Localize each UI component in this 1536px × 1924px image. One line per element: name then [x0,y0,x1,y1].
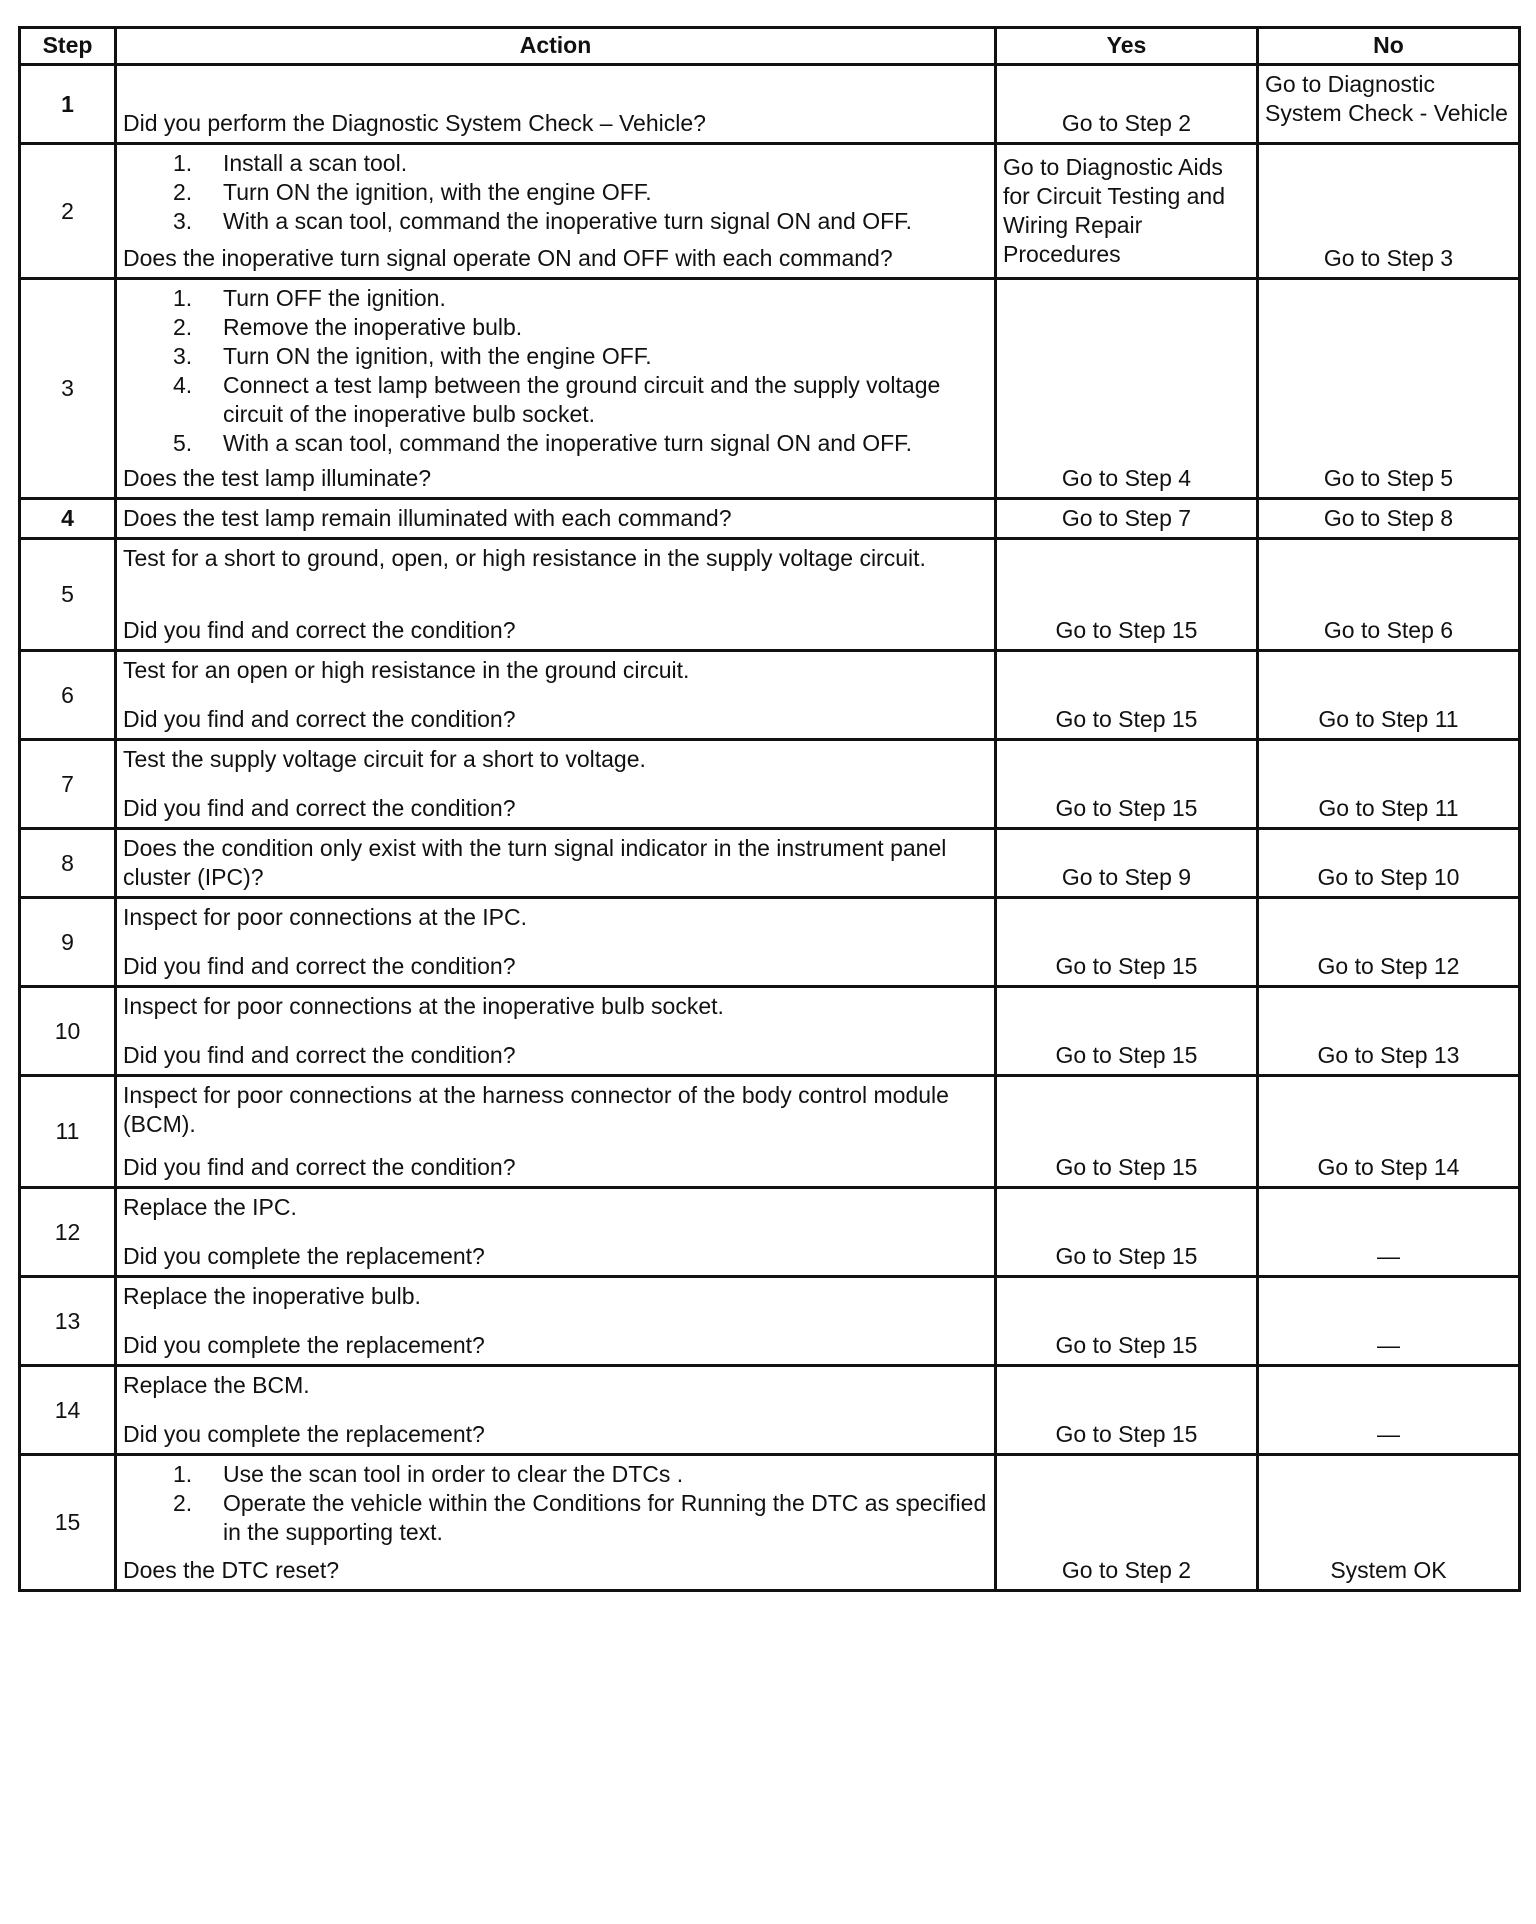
action-step-item [173,342,988,371]
action-content [123,992,988,1070]
action-cell [116,539,996,651]
action-cell [116,1188,996,1277]
action-step-text: With a scan tool, command the inoperative turn signal ON and OFF. [223,208,913,234]
no-result: Go to Step 5 [1258,279,1520,499]
action-instructions [123,1371,988,1400]
action-instructions [123,284,988,458]
header-step: Step [20,28,116,65]
action-content [123,1460,988,1585]
action-question: Did you find and correct the condition? [123,795,516,821]
step-number: 15 [20,1455,116,1591]
table-row [20,65,1520,144]
yes-result: Go to Step 15 [996,651,1258,740]
yes-result: Go to Step 15 [996,1076,1258,1188]
action-question: Does the test lamp remain illuminated with each command? [123,505,732,531]
action-question: Did you complete the replacement? [123,1243,485,1269]
action-instructions [123,903,988,932]
step-number: 12 [20,1188,116,1277]
no-result: Go to Step 10 [1258,829,1520,898]
table-row [20,651,1520,740]
action-lead-text: Test the supply voltage circuit for a short to voltage. [123,746,646,772]
action-step-number: 1. [173,1461,193,1487]
table-row [20,499,1520,539]
action-lead-text: Replace the IPC. [123,1194,297,1220]
action-content [123,1081,988,1182]
action-instructions [123,1282,988,1311]
action-cell [116,1076,996,1188]
no-result: — [1258,1277,1520,1366]
table-row [20,740,1520,829]
no-result: — [1258,1188,1520,1277]
header-yes: Yes [996,28,1258,65]
action-content [123,1193,988,1271]
action-question: Did you find and correct the condition? [123,1154,516,1180]
action-content [123,1371,988,1449]
step-number: 14 [20,1366,116,1455]
yes-result: Go to Step 15 [996,1188,1258,1277]
action-cell [116,1455,996,1591]
action-cell [116,1366,996,1455]
table-row [20,987,1520,1076]
action-step-number: 1. [173,150,193,176]
action-steps-list [123,149,988,236]
action-step-item [173,207,988,236]
yes-result: Go to Step 4 [996,279,1258,499]
action-question: Did you find and correct the condition? [123,617,516,643]
action-question: Did you find and correct the condition? [123,953,516,979]
action-steps-list [123,1460,988,1547]
action-cell [116,898,996,987]
action-steps-list [123,284,988,458]
yes-result: Go to Step 2 [996,65,1258,144]
action-step-text: Install a scan tool. [223,150,408,176]
no-result: Go to Step 8 [1258,499,1520,539]
action-cell [116,1277,996,1366]
yes-result: Go to Diagnostic Aids for Circuit Testing and Wiring Repair Procedures [996,144,1258,279]
no-result: Go to Diagnostic System Check - Vehicle [1258,65,1520,144]
action-step-number: 3. [173,208,193,234]
step-number: 11 [20,1076,116,1188]
action-step-text: Turn ON the ignition, with the engine OFF. [223,179,652,205]
action-content [123,544,988,645]
no-result: Go to Step 11 [1258,740,1520,829]
no-result: Go to Step 13 [1258,987,1520,1076]
action-question: Does the test lamp illuminate? [123,465,432,491]
action-lead-text: Inspect for poor connections at the IPC. [123,904,528,930]
step-number: 13 [20,1277,116,1366]
action-lead-text: Replace the inoperative bulb. [123,1283,421,1309]
action-step-number: 2. [173,314,193,340]
table-row [20,279,1520,499]
diagnostic-table [18,26,1521,1592]
no-result: — [1258,1366,1520,1455]
action-instructions [123,1460,988,1547]
action-step-item [173,1460,988,1489]
action-instructions [123,656,988,685]
action-step-item [173,1489,988,1547]
action-step-text: Turn ON the ignition, with the engine OFF. [223,343,652,369]
action-question: Does the condition only exist with the turn signal indicator in the instrument panel cluster (IPC)? [123,835,947,890]
yes-result: Go to Step 15 [996,1366,1258,1455]
no-result: Go to Step 3 [1258,144,1520,279]
action-question: Does the DTC reset? [123,1557,340,1583]
table-row [20,1188,1520,1277]
action-step-item [173,149,988,178]
no-result: System OK [1258,1455,1520,1591]
action-content [123,745,988,823]
yes-result: Go to Step 9 [996,829,1258,898]
action-cell [116,279,996,499]
table-row [20,1277,1520,1366]
action-question: Did you complete the replacement? [123,1421,485,1447]
action-step-text: Remove the inoperative bulb. [223,314,523,340]
action-question: Did you perform the Diagnostic System Check – Vehicle? [123,110,706,136]
table-row [20,1455,1520,1591]
action-instructions [123,745,988,774]
yes-result: Go to Step 2 [996,1455,1258,1591]
yes-result: Go to Step 15 [996,740,1258,829]
action-instructions [123,149,988,236]
action-content [123,70,988,138]
action-step-text: Operate the vehicle within the Conditions for Running the DTC as specified in the supporting text. [223,1490,987,1545]
action-content [123,504,988,533]
action-content [123,149,988,273]
action-question: Did you find and correct the condition? [123,1042,516,1068]
action-cell [116,651,996,740]
action-instructions [123,1193,988,1222]
action-step-text: With a scan tool, command the inoperative turn signal ON and OFF. [223,430,913,456]
action-step-number: 2. [173,1490,193,1516]
action-instructions [123,1081,988,1139]
table-row [20,829,1520,898]
no-result: Go to Step 14 [1258,1076,1520,1188]
action-question: Does the inoperative turn signal operate ON and OFF with each command? [123,245,893,271]
header-action: Action [116,28,996,65]
action-cell [116,829,996,898]
action-instructions [123,544,988,573]
yes-result: Go to Step 7 [996,499,1258,539]
action-cell [116,144,996,279]
action-lead-text: Inspect for poor connections at the inoperative bulb socket. [123,993,724,1019]
action-cell [116,499,996,539]
step-number: 8 [20,829,116,898]
action-content [123,284,988,493]
action-step-number: 4. [173,372,193,398]
step-number: 9 [20,898,116,987]
action-cell [116,740,996,829]
action-cell [116,987,996,1076]
table-row [20,539,1520,651]
action-lead-text: Test for an open or high resistance in the ground circuit. [123,657,690,683]
action-step-item [173,284,988,313]
yes-result: Go to Step 15 [996,1277,1258,1366]
step-number: 6 [20,651,116,740]
action-step-text: Connect a test lamp between the ground circuit and the supply voltage circuit of the inoperative bulb socket. [223,372,941,427]
action-step-item [173,313,988,342]
action-question: Did you complete the replacement? [123,1332,485,1358]
step-number: 1 [20,65,116,144]
action-content [123,903,988,981]
table-row [20,144,1520,279]
action-question: Did you find and correct the condition? [123,706,516,732]
step-number: 10 [20,987,116,1076]
yes-result: Go to Step 15 [996,539,1258,651]
action-step-number: 2. [173,179,193,205]
action-lead-text: Inspect for poor connections at the harness connector of the body control module (BCM). [123,1082,949,1137]
action-lead-text: Replace the BCM. [123,1372,310,1398]
action-content [123,1282,988,1360]
table-body [20,65,1520,1591]
no-result: Go to Step 12 [1258,898,1520,987]
action-step-item [173,178,988,207]
step-number: 2 [20,144,116,279]
action-step-item [173,371,988,429]
no-result: Go to Step 11 [1258,651,1520,740]
table-row [20,1076,1520,1188]
action-instructions [123,992,988,1021]
step-number: 4 [20,499,116,539]
action-cell [116,65,996,144]
header-row [20,28,1520,65]
action-step-number: 3. [173,343,193,369]
action-step-number: 5. [173,430,193,456]
table-row [20,1366,1520,1455]
action-step-text: Use the scan tool in order to clear the DTCs . [223,1461,684,1487]
yes-result: Go to Step 15 [996,987,1258,1076]
table-row [20,898,1520,987]
header-no: No [1258,28,1520,65]
step-number: 7 [20,740,116,829]
action-lead-text: Test for a short to ground, open, or high resistance in the supply voltage circuit. [123,545,926,571]
action-step-text: Turn OFF the ignition. [223,285,446,311]
action-step-number: 1. [173,285,193,311]
action-step-item [173,429,988,458]
no-result: Go to Step 6 [1258,539,1520,651]
step-number: 5 [20,539,116,651]
yes-result: Go to Step 15 [996,898,1258,987]
action-content [123,656,988,734]
step-number: 3 [20,279,116,499]
action-content [123,834,988,892]
